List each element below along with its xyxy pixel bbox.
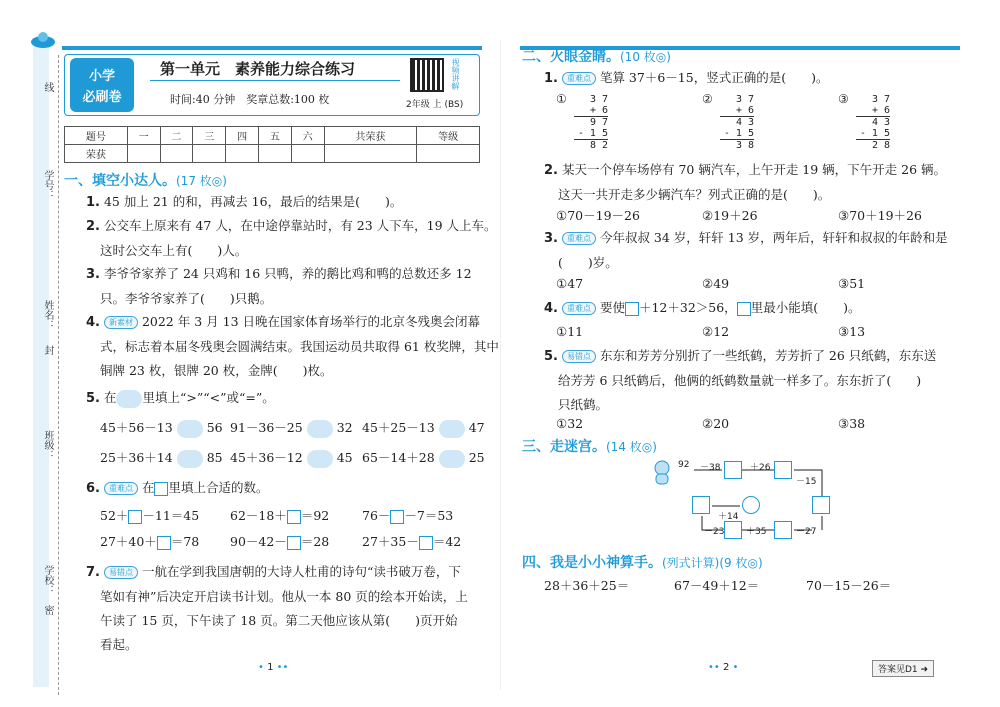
score-header: 题号 (65, 127, 128, 145)
question-number: 2. (86, 219, 100, 234)
question-text: 今年叔叔 34 岁，轩轩 13 岁，两年后，轩轩和叔叔的年龄和是 (599, 230, 948, 245)
option[interactable]: ③51 (838, 276, 866, 291)
question-text: 里最小能填( )。 (750, 300, 861, 315)
fill-b: －7＝53 (404, 508, 454, 523)
question-number: 2. (544, 163, 558, 178)
question-text: 笔算 37＋6－15，竖式正确的是( )。 (599, 70, 829, 85)
new-material-tag: 新素材 (104, 316, 138, 329)
question-text: 这时公交车上有( )人。 (100, 243, 248, 258)
option[interactable]: ③70＋19＋26 (838, 208, 922, 223)
score-cell[interactable] (193, 145, 226, 163)
fill-a: 52＋ (100, 508, 129, 523)
right-q4 (544, 296, 860, 321)
maze-box[interactable] (692, 496, 710, 514)
option[interactable]: ①47 (556, 276, 584, 291)
question-text: 某天一个停车场停有 70 辆汽车，上午开走 19 辆，下午开走 26 辆。 (561, 162, 947, 177)
maze-box[interactable] (774, 461, 792, 479)
fill-item (362, 504, 453, 528)
fill-item (230, 504, 329, 528)
blank-box-icon (154, 482, 168, 496)
question-number: 1. (544, 71, 558, 86)
question-text: 只。李爷爷家养了( )只鹅。 (100, 291, 273, 306)
arrow-icon: ➜ (920, 665, 929, 675)
compare-left: 45＋25－13 (362, 420, 435, 435)
score-header: 五 (259, 127, 292, 145)
page-number-left: • 1 •• (258, 662, 289, 673)
calc-row: 9 7 (574, 116, 608, 128)
score-header: 三 (193, 127, 226, 145)
question-text: 2022 年 3 月 13 日晚在国家体育场举行的北京冬残奥会闭幕 (141, 314, 480, 329)
maze-op: ＋14 (718, 512, 739, 522)
fill-b: ＝78 (170, 534, 200, 549)
maze-box[interactable] (724, 521, 742, 539)
question-text: 东东和芳芳分别折了一些纸鹤，芳芳折了 26 只纸鹤，东东送 (599, 348, 937, 363)
score-cell[interactable] (127, 145, 160, 163)
error-prone-tag: 易错点 (562, 350, 596, 363)
maze-op: －38 (700, 463, 721, 473)
binding-label-class: 班级： (42, 430, 53, 460)
question-text: 在 (103, 390, 117, 405)
question-text: 午读了 15 页，下午读了 18 页。第二天他应该从第( )页开始 (100, 613, 458, 628)
medal-icon: ◎ (641, 440, 653, 454)
question-number: 4. (86, 315, 100, 330)
calc-row: - 1 5 (723, 128, 754, 139)
error-prone-tag: 易错点 (104, 566, 138, 579)
compare-right: 25 (468, 450, 485, 465)
fill-b: －11＝45 (142, 508, 200, 523)
question-text: 式，标志着本届冬残奥会圆满结束。我国运动员共取得 61 枚奖牌，其中 (100, 339, 499, 354)
right-q5 (544, 344, 936, 417)
score-cell[interactable] (259, 145, 292, 163)
question-number: 3. (544, 231, 558, 246)
calc-row: - 1 5 (859, 128, 890, 139)
compare-left: 45＋56－13 (100, 420, 173, 435)
compare-item (362, 416, 485, 440)
question-text: ＋12＋32＞56， (638, 300, 737, 315)
compare-blank[interactable] (307, 450, 333, 468)
fill-a: 90－42－ (230, 534, 287, 549)
page-number: 1 (267, 662, 274, 673)
corner-ship-icon (30, 30, 56, 50)
option[interactable]: ①11 (556, 324, 584, 339)
right-q2 (544, 158, 946, 207)
key-point-tag: 重难点 (562, 72, 596, 85)
question-text: 公交车上原来有 47 人，在中途停靠站时，有 23 人下车，19 人上车。 (103, 218, 497, 233)
left-q3 (86, 262, 472, 311)
section-score: (17 枚 (176, 174, 212, 188)
fill-b: ＝28 (300, 534, 330, 549)
option[interactable]: ③13 (838, 324, 866, 339)
question-text: ( )岁。 (558, 255, 618, 270)
question-text: 要使 (599, 300, 625, 315)
section-score: (10 枚 (620, 50, 656, 64)
compare-right: 32 (336, 420, 353, 435)
compare-left: 45＋36－12 (230, 450, 303, 465)
score-header: 共荣获 (324, 127, 417, 145)
question-text: 45 加上 21 的和，再减去 16，最后的结果是( )。 (103, 194, 403, 209)
calc-row: + 6 (871, 105, 890, 116)
grade-label: 2年级 上 (BS) (406, 100, 464, 110)
option[interactable]: ②19＋26 (702, 208, 758, 223)
binding-label-line: 线 (42, 82, 53, 92)
binding-label-school: 学校： (42, 565, 53, 595)
compare-left: 25＋36＋14 (100, 450, 173, 465)
fill-item (230, 530, 329, 554)
medal-icon: ◎ (211, 174, 223, 188)
maze-end-circle[interactable] (742, 496, 760, 514)
calc-expression[interactable]: 70－15－26＝ (806, 578, 892, 593)
score-header: 四 (226, 127, 259, 145)
option-label: ② (702, 92, 713, 106)
section-score-end: ) (666, 50, 671, 64)
maze (650, 458, 850, 548)
qr-label: 视频讲解 (451, 58, 460, 90)
calc-row: 4 3 (720, 116, 754, 128)
qr-code (410, 58, 444, 92)
left-q2 (86, 214, 497, 263)
fill-b: ＝42 (432, 534, 462, 549)
option[interactable]: ①32 (556, 416, 584, 431)
compare-item (100, 416, 223, 440)
calc-row: 4 3 (856, 116, 890, 128)
left-q7 (86, 560, 468, 657)
section-title: 四、我是小小神算手。 (522, 555, 662, 571)
maze-op: －15 (796, 477, 817, 487)
logo-line1: 小学 (88, 69, 115, 84)
question-text: 这天一共开走多少辆汽车？列式正确的是( )。 (558, 187, 831, 202)
page-number-right: •• 2 • (708, 662, 739, 673)
score-header: 一 (127, 127, 160, 145)
fill-a: 27＋35－ (362, 534, 419, 549)
key-point-tag: 重难点 (104, 482, 138, 495)
question-number: 3. (86, 267, 100, 282)
binding-label-secret: 密 (42, 605, 53, 615)
binding-label-name: 姓名： (42, 300, 53, 330)
fill-blank[interactable] (128, 510, 142, 524)
medal-icon: ◎ (747, 556, 758, 570)
section-score: (列式计算)(9 枚 (662, 556, 748, 570)
score-row-label: 荣获 (65, 145, 128, 163)
compare-blank[interactable] (439, 450, 465, 468)
question-text: 看起。 (100, 637, 138, 652)
option[interactable]: ②49 (702, 276, 730, 291)
maze-box[interactable] (774, 521, 792, 539)
option[interactable]: ②20 (702, 416, 730, 431)
question-number: 4. (544, 301, 558, 316)
answer-ref-badge (872, 660, 934, 677)
answer-ref: 答案见D1 (878, 665, 918, 675)
left-q5 (86, 386, 275, 411)
question-number: 5. (86, 391, 100, 406)
fill-blank[interactable] (419, 536, 433, 550)
calc-row: 3 8 (720, 139, 754, 151)
left-q4 (86, 310, 499, 383)
calc-row: - 1 5 (577, 128, 608, 139)
fill-item (362, 530, 461, 554)
section-3-title (522, 436, 657, 456)
compare-item (230, 446, 353, 470)
question-text: 里填上合适的数。 (168, 480, 269, 495)
score-header: 等级 (417, 127, 480, 145)
score-cell[interactable] (291, 145, 324, 163)
fill-a: 76－ (362, 508, 391, 523)
option[interactable]: ①70－19－26 (556, 208, 640, 223)
answer-blank[interactable] (625, 302, 639, 316)
calc-row: 3 7 (589, 94, 608, 105)
score-header: 六 (291, 127, 324, 145)
compare-right: 47 (468, 420, 485, 435)
calc-row: 3 7 (871, 94, 890, 105)
compare-item (100, 446, 223, 470)
fill-item (100, 504, 199, 528)
fill-blank[interactable] (287, 510, 301, 524)
fill-b: ＝92 (300, 508, 330, 523)
score-cell[interactable] (324, 145, 417, 163)
score-cell[interactable] (417, 145, 480, 163)
question-number: 6. (86, 481, 100, 496)
option-label: ③ (838, 92, 849, 106)
maze-op: ＋35 (746, 527, 767, 537)
question-number: 7. (86, 565, 100, 580)
cloud-blank-icon (116, 390, 142, 408)
binding-label-student-id: 学号： (42, 170, 53, 200)
compare-left: 91－36－25 (230, 420, 303, 435)
fill-blank[interactable] (157, 536, 171, 550)
compare-right: 56 (206, 420, 223, 435)
maze-op: －27 (796, 527, 817, 537)
right-q3 (544, 226, 948, 275)
maze-op: －23 (704, 527, 725, 537)
calc-expression[interactable]: 67－49＋12＝ (674, 578, 760, 593)
question-text: 一航在学到我国唐朝的大诗人杜甫的诗句“读书破万卷，下 (141, 564, 461, 579)
question-text: 给芳芳 6 只纸鹤后，他俩的纸鹤数量就一样多了。东东折了( ) (558, 373, 922, 388)
score-table (64, 126, 480, 163)
score-cell[interactable] (160, 145, 193, 163)
key-point-tag: 重难点 (562, 302, 596, 315)
maze-box[interactable] (724, 461, 742, 479)
calc-row: + 6 (735, 105, 754, 116)
logo-line2: 必刷卷 (82, 90, 122, 105)
right-q1 (544, 66, 828, 91)
compare-item (230, 416, 353, 440)
fill-item (100, 530, 199, 554)
blank-box-icon (737, 302, 751, 316)
fill-blank[interactable] (390, 510, 404, 524)
calc-expression[interactable]: 28＋36＋25＝ (544, 578, 630, 593)
question-text: 铜牌 23 枚，银牌 20 枚，金牌( )枚。 (100, 363, 333, 378)
section-2-title (522, 46, 671, 66)
option-label: ① (556, 92, 567, 106)
maze-box[interactable] (812, 496, 830, 514)
calc-row: 8 2 (574, 139, 608, 151)
question-text: 里填上“>”“<”或“=”。 (142, 390, 275, 405)
section-title: 三、走迷宫。 (522, 439, 606, 455)
compare-blank[interactable] (439, 420, 465, 438)
section-score-end: ) (757, 556, 763, 570)
key-point-tag: 重难点 (562, 232, 596, 245)
section-score-end: ) (652, 440, 657, 454)
compare-left: 65－14＋28 (362, 450, 435, 465)
fill-a: 62－18＋ (230, 508, 287, 523)
calc-row: 3 7 (735, 94, 754, 105)
maze-op: ＋26 (750, 463, 771, 473)
left-q1 (86, 190, 402, 215)
time-info: 时间:40 分钟 奖章总数:100 枚 (170, 93, 330, 106)
score-cell[interactable] (226, 145, 259, 163)
left-q6 (86, 476, 268, 501)
compare-blank[interactable] (307, 420, 333, 438)
compare-right: 45 (336, 450, 353, 465)
option[interactable]: ②12 (702, 324, 730, 339)
section-4-title (522, 552, 763, 572)
compare-blank[interactable] (177, 450, 203, 468)
fill-blank[interactable] (287, 536, 301, 550)
question-number: 1. (86, 195, 100, 210)
section-score-end: ) (222, 174, 227, 188)
question-text: 李爷爷家养了 24 只鸡和 16 只鸭，养的鹅比鸡和鸭的总数还多 12 (103, 266, 472, 281)
page-title: 第一单元 素养能力综合练习 (160, 60, 356, 78)
binding-label-seal: 封 (42, 345, 53, 355)
question-text: 只纸鹤。 (558, 397, 609, 412)
maze-start: 92 (678, 460, 690, 470)
logo-badge (70, 58, 134, 112)
compare-right: 85 (206, 450, 223, 465)
section-score: (14 枚 (606, 440, 642, 454)
page-number: 2 (722, 662, 730, 673)
section-title: 二、火眼金睛。 (522, 49, 620, 65)
score-header: 二 (160, 127, 193, 145)
question-text: 笔如有神”后决定开启读书计划。他从一本 80 页的绘本开始读，上 (100, 589, 468, 604)
calc-row: 2 8 (856, 139, 890, 151)
option[interactable]: ③38 (838, 416, 866, 431)
question-number: 5. (544, 349, 558, 364)
section-title: 一、填空小达人。 (64, 173, 176, 189)
calc-row: + 6 (589, 105, 608, 116)
compare-item (362, 446, 485, 470)
compare-blank[interactable] (177, 420, 203, 438)
question-text: 在 (141, 480, 155, 495)
fill-a: 27＋40＋ (100, 534, 157, 549)
section-1-title (64, 170, 227, 190)
medal-icon: ◎ (655, 50, 667, 64)
